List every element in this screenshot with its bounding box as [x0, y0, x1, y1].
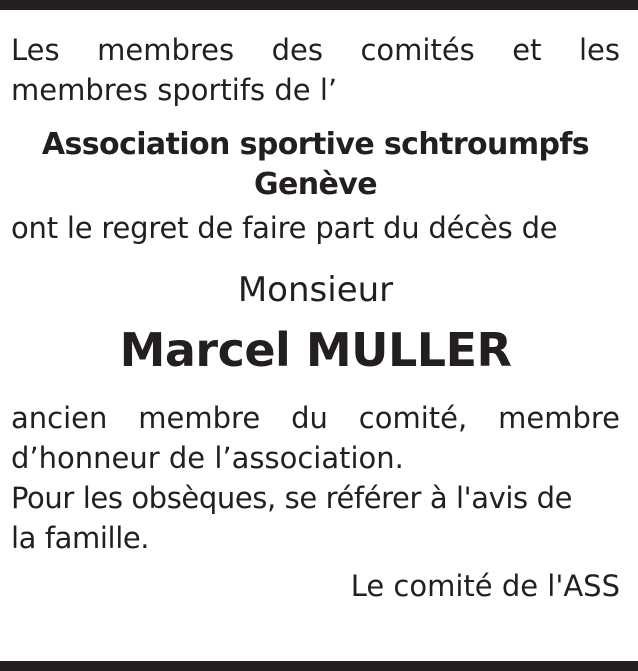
- top-border: [0, 0, 638, 10]
- organization-name: [11, 122, 620, 208]
- intro-line-1: Les membres des comités et les: [11, 33, 620, 67]
- role-paragraph: [11, 398, 620, 478]
- signature: Le comité de l'ASS: [350, 569, 620, 603]
- organization-line-2: Genève: [254, 167, 377, 202]
- organization-line-1: Association sportive schtroumpfs: [41, 127, 590, 162]
- role-line-2: d’honneur de l’association.: [11, 441, 404, 475]
- honorific: Monsieur: [237, 270, 394, 310]
- intro-paragraph: [11, 30, 620, 110]
- deceased-name: Marcel MULLER: [119, 323, 512, 377]
- intro-line-2: membres sportifs de l’: [11, 73, 338, 107]
- funeral-paragraph: [11, 478, 620, 558]
- role-line-1: ancien membre du comité, membre: [11, 401, 620, 435]
- funeral-line-1: Pour les obsèques, se référer à l'avis de: [11, 481, 573, 515]
- obituary-notice: [11, 30, 620, 606]
- funeral-line-2: la famille.: [11, 521, 150, 555]
- regret-text: ont le regret de faire part du décès de: [11, 211, 558, 245]
- bottom-border: [0, 661, 638, 671]
